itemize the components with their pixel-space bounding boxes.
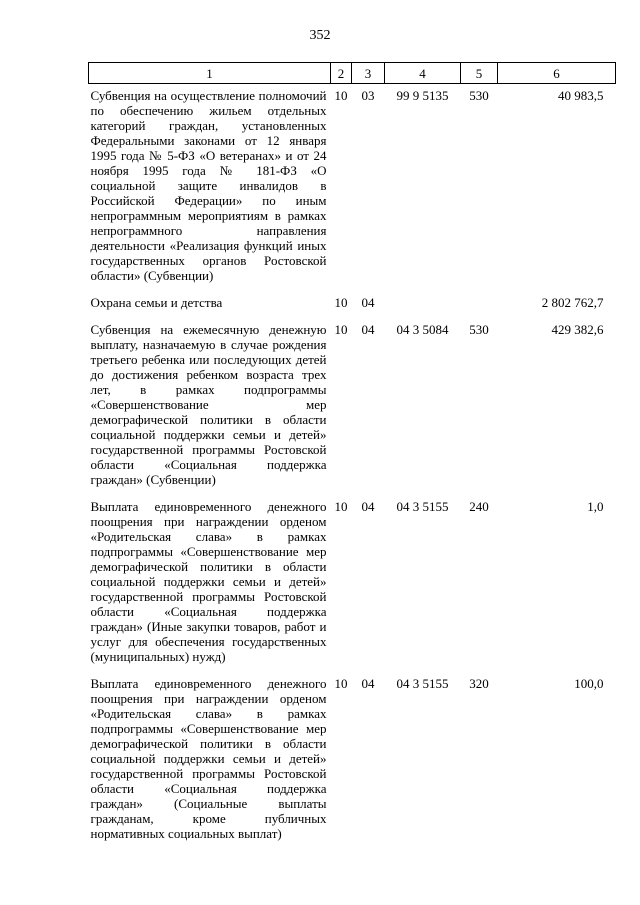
table-row: [89, 84, 616, 292]
row-target-article: 04 3 5155: [396, 499, 449, 514]
table-row: [89, 672, 616, 849]
row-expense-type: 530: [469, 322, 489, 337]
row-expense-type: 530: [469, 88, 489, 103]
row-amount: 40 983,5: [558, 88, 604, 103]
table-row: [89, 318, 616, 495]
row-subsection: 03: [361, 88, 375, 103]
row-section: 10: [334, 88, 348, 103]
row-expense-type: [461, 291, 498, 318]
row-name: Охрана семьи и детства: [90, 295, 223, 310]
row-section: 10: [334, 676, 348, 691]
row-name: Субвенция на осуществление полномочий по обеспечению жильем отдельных категорий граждан, установленных Федеральными законами от 12 января 1995 года № 5-ФЗ «О ветеранах» и от 24 ноября 1995 года № 181-ФЗ «О социальной защите инвалидов в Российской Федерации» по иным непрограммным мероприятиям в рамках непрограммного направления деятельности «Реализация функций иных государственных органов Ростовской области» (Субвенции): [90, 88, 327, 283]
budget-table: [88, 62, 616, 849]
header-row: [89, 63, 616, 84]
row-subsection: 04: [361, 295, 375, 310]
row-amount: 429 382,6: [551, 322, 604, 337]
row-section: 10: [334, 322, 348, 337]
row-target-article: 04 3 5155: [396, 676, 449, 691]
row-subsection: 04: [361, 676, 375, 691]
row-subsection: 04: [361, 499, 375, 514]
row-amount: 100,0: [574, 676, 604, 691]
row-section: 10: [334, 295, 348, 310]
row-target-article: 99 9 5135: [396, 88, 449, 103]
row-expense-type: 240: [469, 499, 489, 514]
row-subsection: 04: [361, 322, 375, 337]
header-col-5: 5: [461, 63, 498, 84]
header-col-3: 3: [352, 63, 385, 84]
table-row: [89, 495, 616, 672]
table-row: [89, 291, 616, 318]
row-name: Выплата единовременного денежного поощрения при награждении орденом «Родительская слава» в рамках подпрограммы «Совершенствование мер демографической политики в области социальной поддержки семьи и детей» государственной программы Ростовской области «Социальная поддержка граждан» (Иные закупки товаров, работ и услуг для обеспечения государственных (муниципальных) нужд): [90, 499, 327, 664]
header-col-2: 2: [331, 63, 352, 84]
header-col-6: 6: [498, 63, 616, 84]
row-name: Субвенция на ежемесячную денежную выплату, назначаемую в случае рождения третьего ребенка или последующих детей до достижения ребенком возраста трех лет, в рамках подпрограммы «Совершенствование мер демографической политики в области социальной поддержки семьи и детей» государственной программы Ростовской области «Социальная поддержка граждан» (Субвенции): [90, 322, 327, 487]
row-target-article: 04 3 5084: [396, 322, 449, 337]
header-col-4: 4: [385, 63, 461, 84]
row-expense-type: 320: [469, 676, 489, 691]
row-name: Выплата единовременного денежного поощрения при награждении орденом «Родительская слава» в рамках подпрограммы «Совершенствование мер демографической политики в области социальной поддержки семьи и детей» государственной программы Ростовской области «Социальная поддержка граждан» (Социальные выплаты гражданам, кроме публичных нормативных социальных выплат): [90, 676, 327, 841]
header-col-1: 1: [89, 63, 331, 84]
row-target-article: [385, 291, 461, 318]
row-amount: 2 802 762,7: [541, 295, 604, 310]
row-section: 10: [334, 499, 348, 514]
page-number: 352: [309, 28, 331, 43]
row-amount: 1,0: [587, 499, 604, 514]
